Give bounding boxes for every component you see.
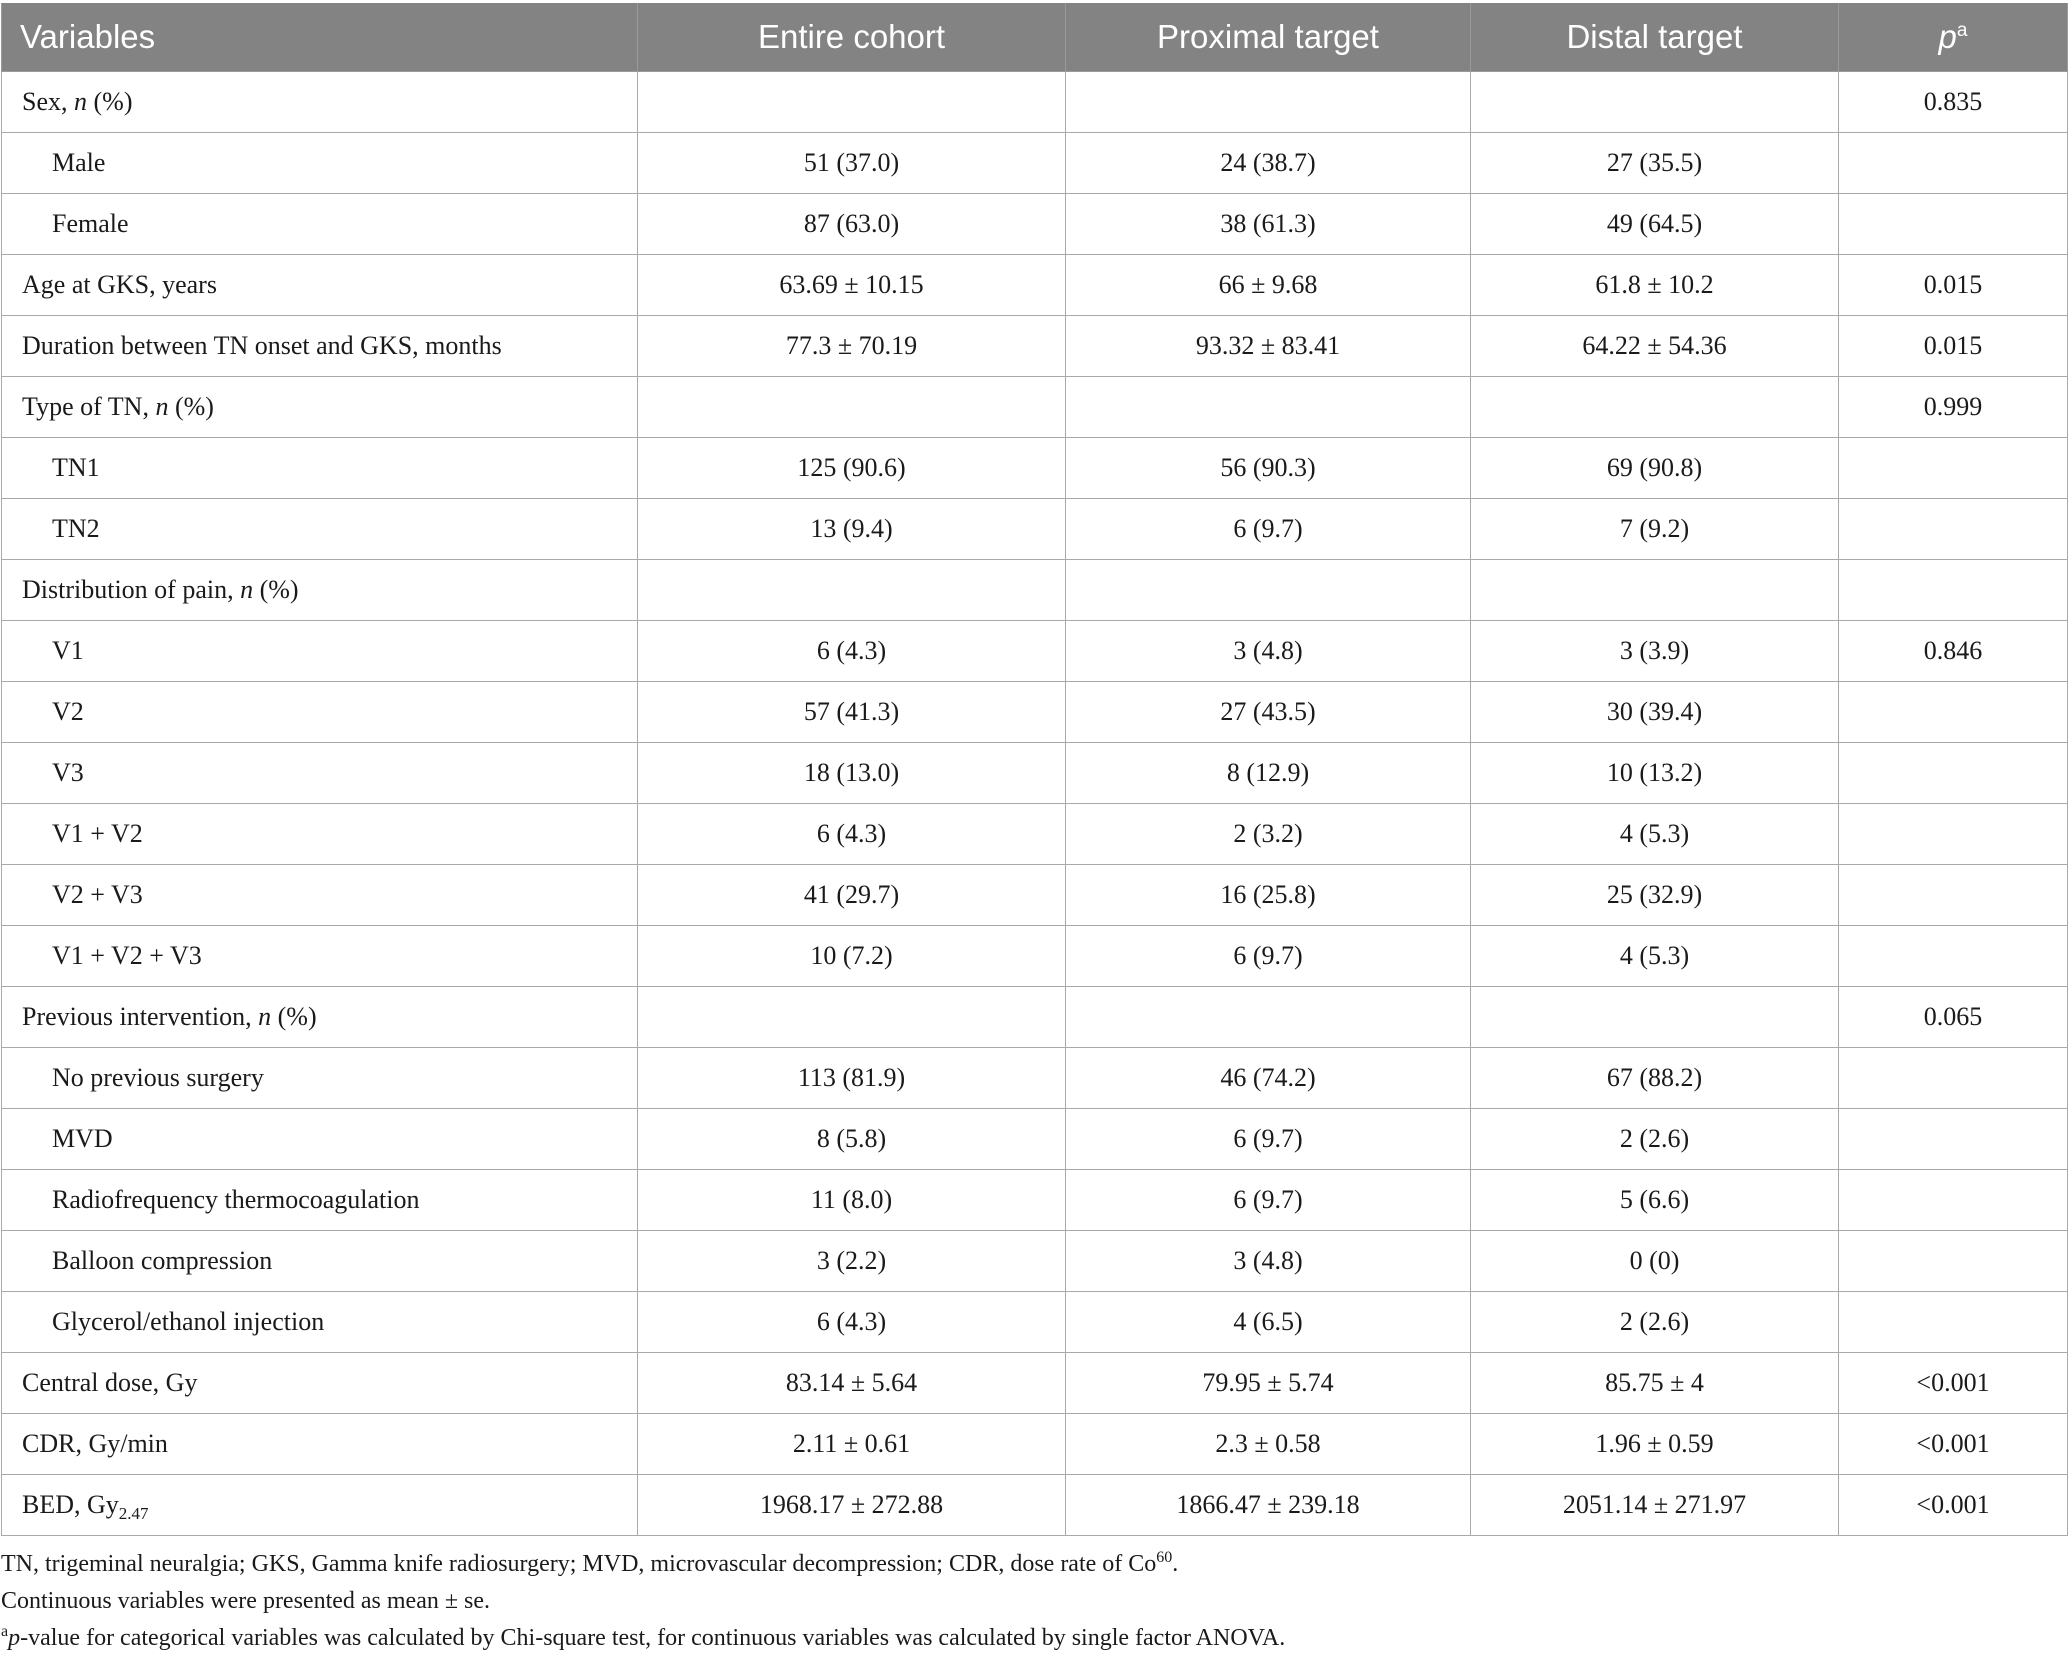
cell-distal-target: 25 (32.9) — [1471, 865, 1839, 926]
cell-p-value: <0.001 — [1839, 1414, 2068, 1475]
row-label — [2, 682, 638, 743]
row-label — [2, 1475, 638, 1536]
header-entire-cohort: Entire cohort — [638, 3, 1066, 72]
row-label-text: Female — [52, 209, 129, 238]
cell-distal-target: 67 (88.2) — [1471, 1048, 1839, 1109]
cell-proximal-target: 38 (61.3) — [1066, 194, 1471, 255]
cell-proximal-target: 2.3 ± 0.58 — [1066, 1414, 1471, 1475]
cell-proximal-target: 1866.47 ± 239.18 — [1066, 1475, 1471, 1536]
cell-p-value — [1839, 1109, 2068, 1170]
cell-p-value — [1839, 1048, 2068, 1109]
cell-entire-cohort: 1968.17 ± 272.88 — [638, 1475, 1066, 1536]
cell-distal-target — [1471, 560, 1839, 621]
footnote-p-italic: p — [8, 1625, 21, 1651]
cell-entire-cohort: 13 (9.4) — [638, 499, 1066, 560]
cell-entire-cohort: 83.14 ± 5.64 — [638, 1353, 1066, 1414]
cell-proximal-target: 6 (9.7) — [1066, 926, 1471, 987]
row-label — [2, 1292, 638, 1353]
cell-entire-cohort — [638, 987, 1066, 1048]
table-row — [2, 804, 2068, 865]
cell-distal-target: 27 (35.5) — [1471, 133, 1839, 194]
cell-entire-cohort: 77.3 ± 70.19 — [638, 316, 1066, 377]
cell-p-value: 0.015 — [1839, 255, 2068, 316]
row-label — [2, 72, 638, 133]
cell-distal-target: 4 (5.3) — [1471, 804, 1839, 865]
cell-distal-target: 5 (6.6) — [1471, 1170, 1839, 1231]
table-row — [2, 926, 2068, 987]
table-row — [2, 1353, 2068, 1414]
header-row — [2, 3, 2068, 72]
table-row — [2, 987, 2068, 1048]
cell-proximal-target: 56 (90.3) — [1066, 438, 1471, 499]
cell-entire-cohort — [638, 560, 1066, 621]
cell-entire-cohort: 63.69 ± 10.15 — [638, 255, 1066, 316]
cell-proximal-target: 2 (3.2) — [1066, 804, 1471, 865]
cell-distal-target: 4 (5.3) — [1471, 926, 1839, 987]
row-label — [2, 1048, 638, 1109]
row-label-tail: (%) — [271, 1002, 317, 1031]
header-proximal-target: Proximal target — [1066, 3, 1471, 72]
cell-p-value — [1839, 1292, 2068, 1353]
cell-p-value: <0.001 — [1839, 1353, 2068, 1414]
cell-proximal-target: 79.95 ± 5.74 — [1066, 1353, 1471, 1414]
row-label-text: Radiofrequency thermocoagulation — [52, 1185, 420, 1214]
cell-entire-cohort: 125 (90.6) — [638, 438, 1066, 499]
cell-entire-cohort: 113 (81.9) — [638, 1048, 1066, 1109]
cell-entire-cohort: 8 (5.8) — [638, 1109, 1066, 1170]
cell-p-value — [1839, 133, 2068, 194]
cell-entire-cohort: 2.11 ± 0.61 — [638, 1414, 1066, 1475]
cell-p-value: 0.835 — [1839, 72, 2068, 133]
table-row — [2, 255, 2068, 316]
row-label-italic: n — [74, 87, 87, 116]
cell-distal-target: 10 (13.2) — [1471, 743, 1839, 804]
cell-distal-target: 3 (3.9) — [1471, 621, 1839, 682]
row-label-text: MVD — [52, 1124, 113, 1153]
row-label-text: Central dose, Gy — [22, 1368, 198, 1397]
row-label — [2, 987, 638, 1048]
table-row — [2, 377, 2068, 438]
cell-proximal-target: 46 (74.2) — [1066, 1048, 1471, 1109]
cell-distal-target: 61.8 ± 10.2 — [1471, 255, 1839, 316]
table-row — [2, 72, 2068, 133]
row-label-italic: n — [155, 392, 169, 421]
row-label-text: No previous surgery — [52, 1063, 264, 1092]
row-label-text: CDR, Gy/min — [22, 1429, 168, 1458]
table-footnotes — [1, 1546, 2068, 1657]
row-label-text: Age at GKS, years — [22, 270, 217, 299]
cell-distal-target: 0 (0) — [1471, 1231, 1839, 1292]
cell-entire-cohort: 6 (4.3) — [638, 1292, 1066, 1353]
cell-p-value — [1839, 438, 2068, 499]
cell-distal-target: 64.22 ± 54.36 — [1471, 316, 1839, 377]
cell-distal-target — [1471, 72, 1839, 133]
row-label — [2, 743, 638, 804]
cell-p-value: <0.001 — [1839, 1475, 2068, 1536]
row-label-tail: (%) — [87, 87, 133, 116]
cell-distal-target: 2051.14 ± 271.97 — [1471, 1475, 1839, 1536]
cell-p-value — [1839, 682, 2068, 743]
row-label-text: TN2 — [52, 514, 100, 543]
header-p-superscript: a — [1956, 20, 1968, 41]
cell-proximal-target — [1066, 987, 1471, 1048]
characteristics-table — [1, 3, 2068, 1536]
cell-p-value — [1839, 560, 2068, 621]
header-distal-target: Distal target — [1471, 3, 1839, 72]
row-label — [2, 255, 638, 316]
cell-entire-cohort — [638, 377, 1066, 438]
cell-p-value: 0.999 — [1839, 377, 2068, 438]
row-label-text: V2 + V3 — [52, 880, 143, 909]
cell-proximal-target — [1066, 72, 1471, 133]
table-row — [2, 743, 2068, 804]
row-label-text: V1 — [52, 636, 84, 665]
table-row — [2, 1048, 2068, 1109]
table-row — [2, 865, 2068, 926]
cell-proximal-target: 8 (12.9) — [1066, 743, 1471, 804]
row-label-text: Type of TN, — [22, 392, 156, 421]
cell-p-value — [1839, 865, 2068, 926]
row-label-italic: n — [240, 575, 254, 604]
row-label-text: Duration between TN onset and GKS, months — [22, 331, 502, 360]
row-label-text: Distribution of pain, — [22, 575, 241, 604]
row-label-text: V3 — [52, 758, 84, 787]
cell-proximal-target: 4 (6.5) — [1066, 1292, 1471, 1353]
row-label — [2, 1170, 638, 1231]
cell-entire-cohort: 3 (2.2) — [638, 1231, 1066, 1292]
row-label-text: Previous intervention, — [22, 1002, 259, 1031]
cell-entire-cohort: 41 (29.7) — [638, 865, 1066, 926]
footnote-abbreviations — [1, 1546, 2068, 1583]
cell-proximal-target — [1066, 560, 1471, 621]
cell-distal-target: 30 (39.4) — [1471, 682, 1839, 743]
table-row — [2, 1170, 2068, 1231]
cell-distal-target: 7 (9.2) — [1471, 499, 1839, 560]
row-label-text: BED, Gy — [22, 1490, 119, 1519]
cell-p-value — [1839, 804, 2068, 865]
row-label-text: Sex, — [22, 87, 74, 116]
cell-entire-cohort: 11 (8.0) — [638, 1170, 1066, 1231]
cell-proximal-target: 24 (38.7) — [1066, 133, 1471, 194]
header-p-value — [1839, 3, 2068, 72]
cell-proximal-target: 16 (25.8) — [1066, 865, 1471, 926]
row-label-tail: (%) — [253, 575, 299, 604]
table-row — [2, 682, 2068, 743]
table-row — [2, 316, 2068, 377]
footnote-abbreviations-end: . — [1172, 1551, 1179, 1577]
table-row — [2, 1475, 2068, 1536]
cell-p-value: 0.065 — [1839, 987, 2068, 1048]
cell-proximal-target: 27 (43.5) — [1066, 682, 1471, 743]
cell-proximal-target: 3 (4.8) — [1066, 1231, 1471, 1292]
row-label-text: V2 — [52, 697, 84, 726]
table-row — [2, 621, 2068, 682]
row-label — [2, 1414, 638, 1475]
cell-proximal-target: 93.32 ± 83.41 — [1066, 316, 1471, 377]
cell-entire-cohort: 6 (4.3) — [638, 804, 1066, 865]
row-label — [2, 499, 638, 560]
cell-distal-target: 2 (2.6) — [1471, 1292, 1839, 1353]
table-row — [2, 499, 2068, 560]
cell-proximal-target — [1066, 377, 1471, 438]
row-label — [2, 133, 638, 194]
row-label-text: Male — [52, 148, 106, 177]
cell-entire-cohort: 18 (13.0) — [638, 743, 1066, 804]
table-row — [2, 1109, 2068, 1170]
footnote-continuous: Continuous variables were presented as mean ± se. — [1, 1588, 491, 1614]
cell-proximal-target: 6 (9.7) — [1066, 1170, 1471, 1231]
footnote-p-text: -value for categorical variables was calculated by Chi-square test, for continuous variables was calculated by single factor ANOVA. — [20, 1625, 1286, 1651]
cell-p-value: 0.015 — [1839, 316, 2068, 377]
row-label — [2, 560, 638, 621]
row-label — [2, 194, 638, 255]
row-label — [2, 1231, 638, 1292]
cell-entire-cohort: 51 (37.0) — [638, 133, 1066, 194]
cell-p-value — [1839, 194, 2068, 255]
row-label-text: Glycerol/ethanol injection — [52, 1307, 325, 1336]
row-label — [2, 865, 638, 926]
row-label-tail: (%) — [168, 392, 214, 421]
table-row — [2, 1231, 2068, 1292]
cell-entire-cohort: 57 (41.3) — [638, 682, 1066, 743]
cell-entire-cohort — [638, 72, 1066, 133]
row-label-text: TN1 — [52, 453, 100, 482]
row-label-italic: n — [258, 1002, 272, 1031]
table-row — [2, 1414, 2068, 1475]
table-row — [2, 438, 2068, 499]
header-variables: Variables — [2, 3, 638, 72]
row-label — [2, 804, 638, 865]
row-label — [2, 926, 638, 987]
cell-proximal-target: 6 (9.7) — [1066, 499, 1471, 560]
table-row — [2, 1292, 2068, 1353]
row-label-text: Balloon compression — [52, 1246, 273, 1275]
row-label — [2, 621, 638, 682]
row-label — [2, 438, 638, 499]
row-label-subscript: 2.47 — [118, 1504, 149, 1524]
cell-p-value — [1839, 926, 2068, 987]
cell-proximal-target: 6 (9.7) — [1066, 1109, 1471, 1170]
cell-p-value — [1839, 1170, 2068, 1231]
table-row — [2, 194, 2068, 255]
row-label — [2, 1353, 638, 1414]
row-label-text: V1 + V2 — [52, 819, 143, 848]
cell-distal-target: 49 (64.5) — [1471, 194, 1839, 255]
cell-p-value — [1839, 743, 2068, 804]
cell-entire-cohort: 87 (63.0) — [638, 194, 1066, 255]
footnote-p-value — [1, 1620, 2068, 1657]
table-row — [2, 133, 2068, 194]
cell-entire-cohort: 6 (4.3) — [638, 621, 1066, 682]
header-p-label: p — [1938, 18, 1957, 55]
cell-distal-target: 69 (90.8) — [1471, 438, 1839, 499]
row-label — [2, 377, 638, 438]
table-body — [2, 72, 2068, 1536]
cell-distal-target: 1.96 ± 0.59 — [1471, 1414, 1839, 1475]
cell-p-value — [1839, 1231, 2068, 1292]
row-label-text: V1 + V2 + V3 — [52, 941, 202, 970]
row-label — [2, 1109, 638, 1170]
cell-p-value: 0.846 — [1839, 621, 2068, 682]
footnote-p-superscript: a — [1, 1623, 9, 1640]
row-label — [2, 316, 638, 377]
footnote-co-superscript: 60 — [1156, 1549, 1173, 1566]
cell-proximal-target: 66 ± 9.68 — [1066, 255, 1471, 316]
cell-entire-cohort: 10 (7.2) — [638, 926, 1066, 987]
cell-p-value — [1839, 499, 2068, 560]
cell-proximal-target: 3 (4.8) — [1066, 621, 1471, 682]
cell-distal-target: 85.75 ± 4 — [1471, 1353, 1839, 1414]
cell-distal-target — [1471, 377, 1839, 438]
cell-distal-target: 2 (2.6) — [1471, 1109, 1839, 1170]
table-header — [2, 3, 2068, 72]
table-row — [2, 560, 2068, 621]
cell-distal-target — [1471, 987, 1839, 1048]
footnote-abbreviations-text: TN, trigeminal neuralgia; GKS, Gamma knife radiosurgery; MVD, microvascular decompression; CDR, dose rate of Co — [1, 1551, 1157, 1577]
